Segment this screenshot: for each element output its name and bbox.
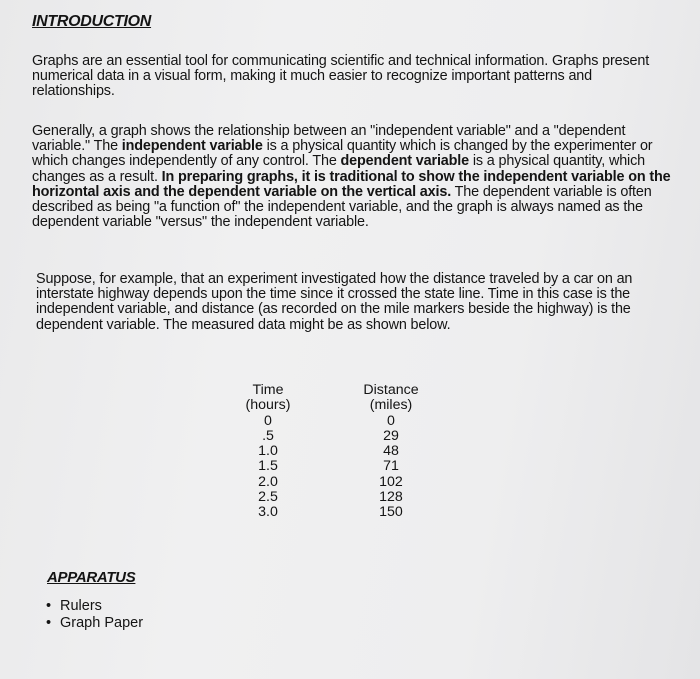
apparatus-item-label: Rulers <box>60 598 102 614</box>
time-value: 2.0 <box>258 473 278 490</box>
p2-bold-independent-variable: independent variable <box>121 138 263 155</box>
bullet-icon: • <box>46 615 52 631</box>
time-value: 2.5 <box>258 489 278 506</box>
apparatus-heading: APPARATUS <box>47 569 136 586</box>
p2-bold-dependent-variable: dependent variable <box>340 153 469 170</box>
time-column <box>236 383 300 521</box>
apparatus-item-label: Graph Paper <box>60 615 144 631</box>
time-value: 1.0 <box>258 443 278 460</box>
introduction-heading: INTRODUCTION <box>32 13 152 30</box>
distance-header-line-2: (miles) <box>369 397 413 414</box>
intro-paragraph-2 <box>32 124 672 230</box>
p2-bold-axis-convention: In preparing graphs, it is traditional to show the independent variable on the horizontal axis and the dependent variable on the vertical axis. <box>32 168 671 200</box>
p2-text-3: is a physical quantity, which changes as a result. <box>32 153 646 185</box>
distance-value: 128 <box>379 489 403 506</box>
distance-value: 102 <box>379 473 403 490</box>
distance-column <box>354 383 428 521</box>
intro-paragraph-1: Graphs are an essential tool for communicating scientific and technical information. Graphs present numerical data in a visual form, making it much easier to recognize important patterns and relationships. <box>32 53 650 100</box>
p2-text-2: is a physical quantity which is changed by the experimenter or which changes independently of any control. The <box>32 138 653 170</box>
distance-value: 71 <box>383 458 399 475</box>
time-value: 0 <box>264 412 272 429</box>
distance-header-line-1: Distance <box>363 382 419 398</box>
intro-paragraph-3: Suppose, for example, that an experiment investigated how the distance traveled by a car on an interstate highway depends upon the time since it crossed the state line. Time in this case is the independent variable, and distance (as recorded on the mile markers beside the highway) is the dependent variable. The measured data might be as shown below. <box>36 271 633 333</box>
time-header-line-1: Time <box>252 382 284 398</box>
apparatus-list <box>44 598 143 632</box>
time-value: .5 <box>262 427 274 444</box>
list-item <box>44 615 143 632</box>
distance-value: 0 <box>387 412 395 429</box>
p2-text-4: The dependent variable is often described as being "a function of" the independent variable, and the graph is always named as the dependent variable "versus" the independent variable. <box>32 183 652 231</box>
distance-value: 29 <box>383 427 399 444</box>
time-header-line-2: (hours) <box>245 397 291 414</box>
distance-value: 48 <box>383 443 399 460</box>
bullet-icon: • <box>46 598 52 614</box>
time-value: 1.5 <box>258 458 278 475</box>
list-item <box>44 598 143 615</box>
time-value: 3.0 <box>258 504 278 521</box>
distance-value: 150 <box>379 504 403 521</box>
p2-text-1: Generally, a graph shows the relationship between an "independent variable" and a "dependent variable." The <box>32 123 626 155</box>
